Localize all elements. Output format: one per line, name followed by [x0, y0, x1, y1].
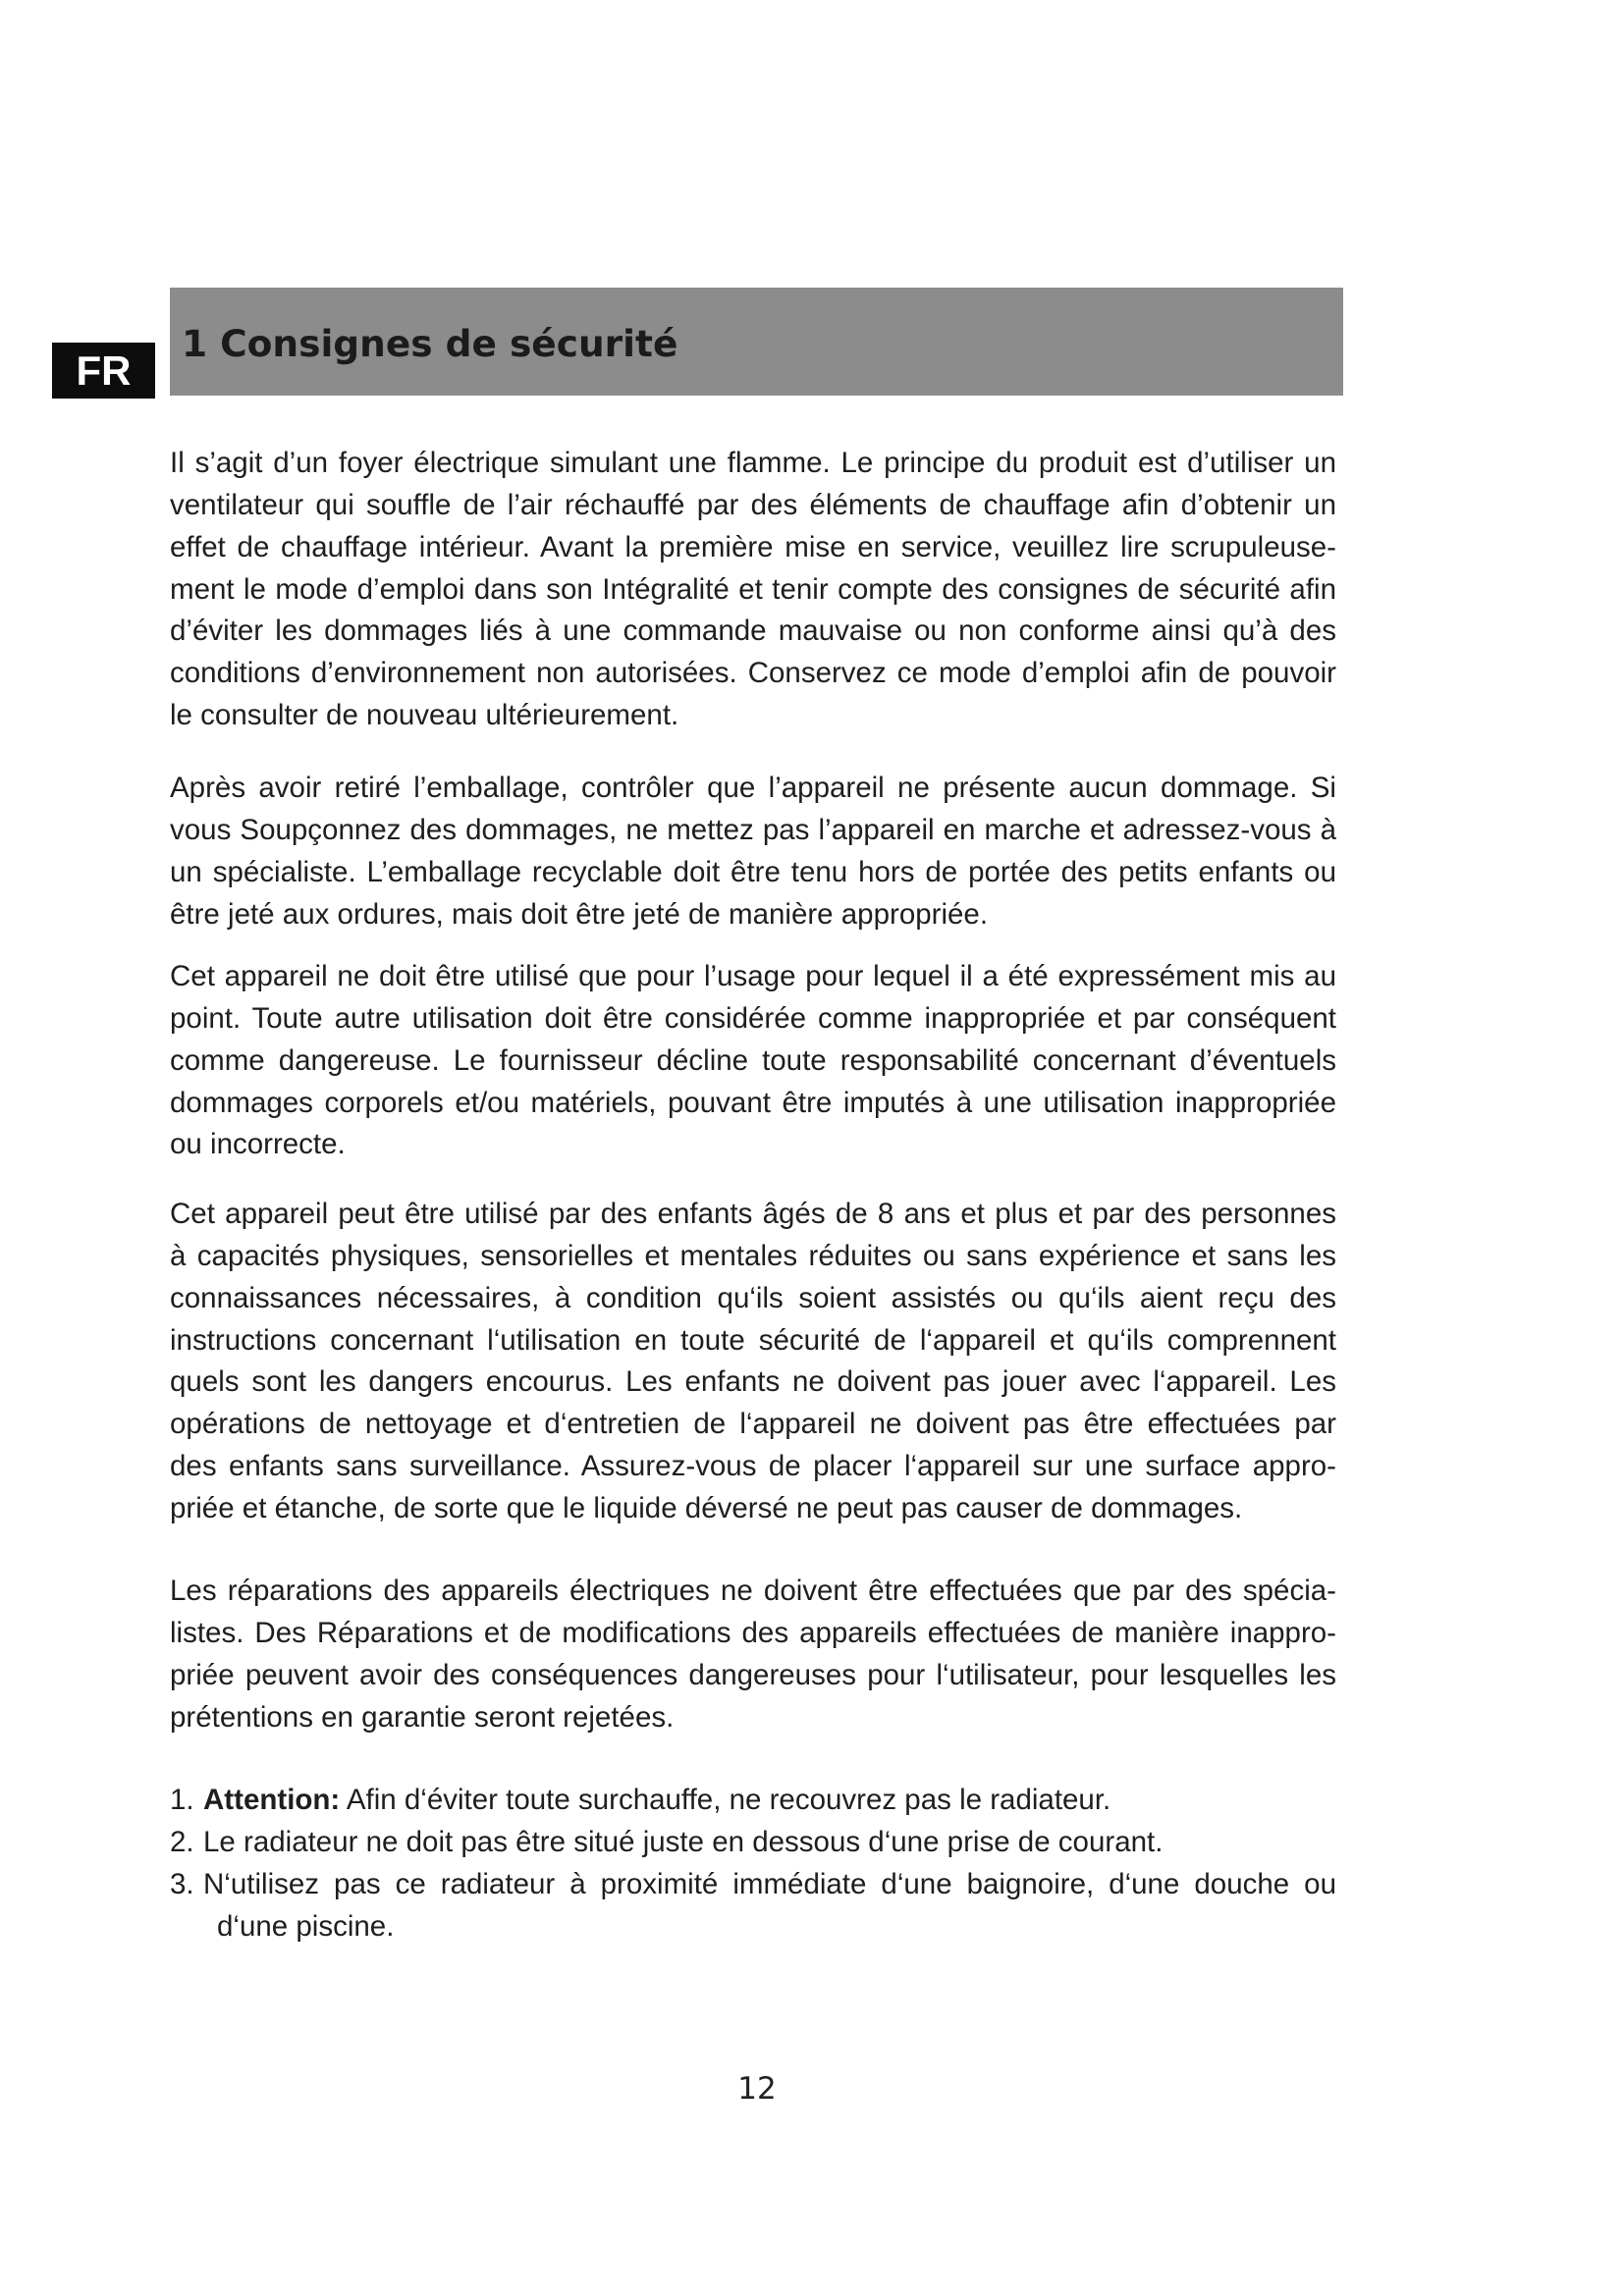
paragraph	[170, 1571, 1336, 1738]
paragraph-line: être jeté aux ordures, mais doit être jeté de manière appropriée.	[170, 897, 989, 931]
paragraph-line: quels sont les dangers encourus. Les enfants ne doivent pas jouer avec l‘appareil. Les	[170, 1365, 1336, 1399]
paragraph-line: Cet appareil peut être utilisé par des enfants âgés de 8 ans et plus et par des personnes	[170, 1198, 1336, 1230]
paragraph-line: conditions d’environnement non autorisées. Conservez ce mode d’emploi afin de pouvoir	[170, 657, 1336, 690]
list-item	[170, 1864, 1336, 1949]
section-title: 1 Consignes de sécurité	[182, 322, 678, 365]
list-item-number: 2.	[170, 1825, 194, 1858]
safety-list	[170, 1780, 1336, 1948]
language-tab	[52, 343, 155, 399]
paragraph-line: Après avoir retiré l’emballage, contrôler que l’appareil ne présente aucun dommage. Si	[170, 772, 1336, 804]
paragraph-line: Les réparations des appareils électriques ne doivent être effectuées que par des spécia-	[170, 1575, 1336, 1607]
list-item-text: Afin d‘éviter toute surchauffe, ne recouvrez pas le radiateur.	[346, 1784, 1111, 1816]
paragraph-line: connaissances nécessaires, à condition qu‘ils soient assistés ou qu‘ils aient reçu des	[170, 1281, 1336, 1314]
list-item-line: d‘une piscine.	[217, 1909, 395, 1943]
paragraph-line: priée peuvent avoir des conséquences dangereuses pour l‘utilisateur, pour lesquelles les	[170, 1658, 1336, 1691]
paragraph-line: priée et étanche, de sorte que le liquide déversé ne peut pas causer de dommages.	[170, 1491, 1243, 1524]
paragraph-line: le consulter de nouveau ultérieurement.	[170, 699, 679, 732]
list-item-number: 3.	[170, 1867, 194, 1900]
paragraph-line: un spécialiste. L’emballage recyclable doit être tenu hors de portée des petits enfants ou	[170, 855, 1336, 888]
list-item-number: 1.	[170, 1784, 194, 1816]
paragraph-line: point. Toute autre utilisation doit être considérée comme inappropriée et par conséquent	[170, 1001, 1336, 1035]
paragraph-line: Cet appareil ne doit être utilisé que pour l’usage pour lequel il a été expressément mis au	[170, 960, 1336, 992]
list-item-line	[203, 1780, 1336, 1822]
paragraph-line: d’éviter les dommages liés à une commande mauvaise ou non conforme ainsi qu’à des	[170, 614, 1336, 648]
paragraph-line: vous Soupçonnez des dommages, ne mettez pas l’appareil en marche et adressez-vous à	[170, 813, 1336, 846]
paragraph-line: effet de chauffage intérieur. Avant la première mise en service, veuillez lire scrupuleuse-	[170, 530, 1336, 563]
paragraph-line: à capacités physiques, sensorielles et mentales réduites ou sans expérience et sans les	[170, 1239, 1336, 1272]
paragraph-line: ou incorrecte.	[170, 1128, 346, 1161]
language-tab-label: FR	[76, 347, 132, 394]
section-header-bar	[170, 288, 1343, 396]
paragraph-line: listes. Des Réparations et de modifications des appareils effectuées de manière inappro-	[170, 1616, 1336, 1649]
list-item-emphasis: Attention:	[203, 1784, 341, 1816]
paragraph-line: instructions concernant l‘utilisation en toute sécurité de l‘appareil et qu‘ils comprennent	[170, 1323, 1336, 1357]
paragraph	[170, 1194, 1336, 1530]
paragraph-line: Il s’agit d’un foyer électrique simulant une flamme. Le principe du produit est d’utiliser un	[170, 447, 1336, 479]
paragraph-line: ment le mode d’emploi dans son Intégralité et tenir compte des consignes de sécurité afin	[170, 572, 1336, 606]
list-item-line: N‘utilisez pas ce radiateur à proximité immédiate d‘une baignoire, d‘une douche ou	[203, 1867, 1336, 1900]
paragraph-line: prétentions en garantie seront rejetées.	[170, 1700, 675, 1734]
list-item	[170, 1822, 1336, 1864]
paragraph-line: opérations de nettoyage et d‘entretien de l‘appareil ne doivent pas être effectuées par	[170, 1408, 1336, 1441]
list-item-line: Le radiateur ne doit pas être situé juste en dessous d‘une prise de courant.	[203, 1825, 1164, 1858]
page-number: 12	[737, 2071, 777, 2107]
paragraph	[170, 768, 1336, 935]
paragraph	[170, 956, 1336, 1166]
paragraph-line: ventilateur qui souffle de l’air réchauffé par des éléments de chauffage afin d’obtenir un	[170, 488, 1336, 521]
list-item	[170, 1780, 1336, 1822]
paragraph-line: dommages corporels et/ou matériels, pouvant être imputés à une utilisation inappropriée	[170, 1086, 1336, 1119]
paragraph	[170, 443, 1336, 737]
paragraph-line: comme dangereuse. Le fournisseur décline toute responsabilité concernant d’éventuels	[170, 1043, 1336, 1077]
paragraph-line: des enfants sans surveillance. Assurez-vous de placer l‘appareil sur une surface appro-	[170, 1450, 1336, 1483]
